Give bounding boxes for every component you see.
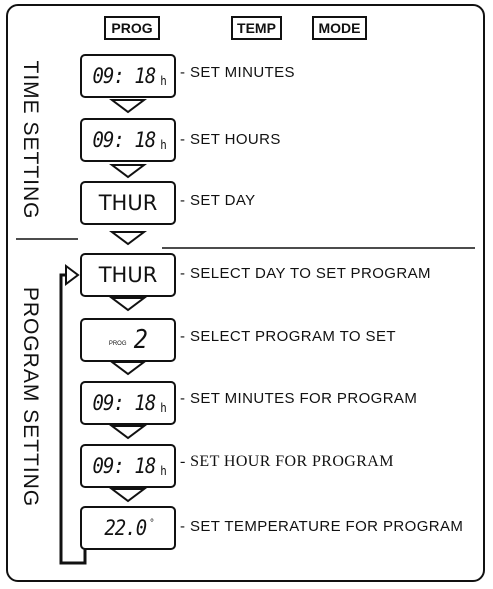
down-arrow-2 — [112, 165, 144, 177]
lcd-display-temperature — [80, 506, 176, 550]
down-arrow-1 — [112, 100, 144, 112]
step-label-set-day: - SET DAY — [180, 192, 256, 209]
down-arrow-7 — [112, 489, 144, 501]
step-label-program-hour: - SET HOUR FOR PROGRAM — [180, 453, 394, 470]
time-setting-heading: TIME SETTING — [19, 60, 42, 220]
display-unit: h — [160, 464, 167, 478]
display-degree: ° — [149, 518, 154, 529]
lcd-display-program-minutes — [80, 381, 176, 425]
display-value: 09: 18 — [92, 454, 156, 478]
display-value: 09: 18 — [92, 128, 156, 152]
program-setting-heading: PROGRAM SETTING — [19, 286, 42, 508]
display-prog-indicator: PROG — [108, 341, 127, 347]
loop-back-arrowhead — [66, 266, 78, 284]
down-arrow-5 — [112, 362, 144, 374]
display-unit: h — [160, 74, 167, 88]
down-arrow-4 — [112, 298, 144, 310]
display-unit: h — [160, 401, 167, 415]
lcd-display-select-day — [80, 253, 176, 297]
display-value: 09: 18 — [92, 391, 156, 415]
display-unit: h — [160, 138, 167, 152]
lcd-display-minutes — [80, 54, 176, 98]
step-label-select-program: - SELECT PROGRAM TO SET — [180, 328, 396, 345]
display-value: THUR — [98, 263, 158, 287]
display-value: 2 — [133, 325, 147, 355]
mode-button[interactable]: MODE — [312, 16, 367, 40]
display-value: THUR — [98, 191, 158, 215]
step-label-set-minutes: - SET MINUTES — [180, 64, 295, 81]
temp-button[interactable]: TEMP — [231, 16, 282, 40]
lcd-display-program — [80, 318, 176, 362]
prog-button[interactable]: PROG — [104, 16, 160, 40]
step-label-program-minutes: - SET MINUTES FOR PROGRAM — [180, 390, 418, 407]
display-value: 09: 18 — [92, 64, 156, 88]
lcd-display-program-hour — [80, 444, 176, 488]
lcd-display-day — [80, 181, 176, 225]
display-value: 22.0 — [104, 516, 147, 540]
step-label-select-day: - SELECT DAY TO SET PROGRAM — [180, 265, 431, 282]
lcd-display-hours — [80, 118, 176, 162]
down-arrow-6 — [112, 426, 144, 438]
step-label-set-hours: - SET HOURS — [180, 131, 281, 148]
step-label-temperature: - SET TEMPERATURE FOR PROGRAM — [180, 518, 464, 535]
down-arrow-3 — [112, 232, 144, 244]
